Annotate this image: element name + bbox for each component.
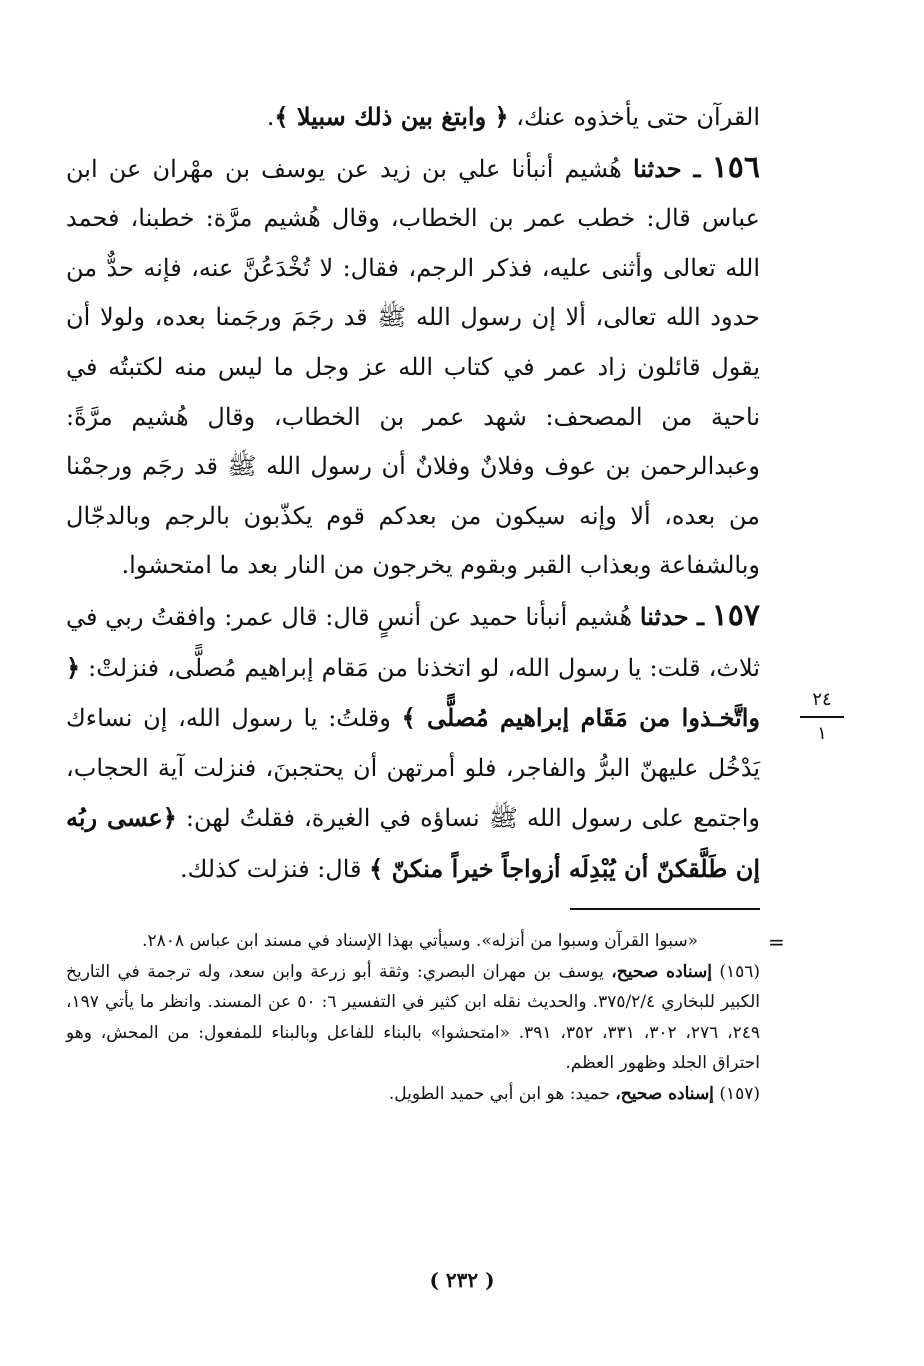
hadith-number: ١٥٦ <box>711 149 760 185</box>
hadith-157 <box>66 591 760 895</box>
hadith-text: وقلتُ: يا رسول الله، إن نساءك يَدْخُل عليهنّ البرُّ والفاجر، فلو أمرتهن أن يحتجبنَ، فنزلت آية الحجاب، واجتمع على رسول الله ﷺ نساؤه في الغيرة، فقلتُ لهن: <box>66 704 760 833</box>
footnote-divider <box>570 908 760 910</box>
hadith-text: هُشيم أنبأنا حميد عن أنسٍ قال: قال عمر: وافقتُ ربي في ثلاث، قلت: يا رسول الله، لو اتخذنا من مَقام إبراهيم مُصلًّى، فنزلتْ: <box>66 602 760 682</box>
hadith-opening: ـ حدثنا <box>632 153 701 183</box>
page-number: ( ٢٣٢ ) <box>429 1268 495 1292</box>
footnote-156 <box>66 957 760 1079</box>
continuation-paragraph <box>66 92 760 143</box>
text-run: القرآن حتى يأخذوه عنك، <box>508 103 760 131</box>
quran-quote: ﴿عسى ربُه إن طَلَّقكنّ أن يُبْدِلَه أزواجاً خيراً منكنّ ﴾ <box>66 803 760 883</box>
hadith-text: قال: فنزلت كذلك. <box>179 854 370 883</box>
footnote-grading: إسناده صحيح، <box>611 961 712 982</box>
margin-volume: ٢٤ <box>812 689 832 710</box>
footnote-continuation: «سبوا القرآن وسبوا من أنزله». وسيأتي بهذا الإسناد في مسند ابن عباس ٢٨٠٨. <box>142 931 698 951</box>
hadith-number: ١٥٧ <box>711 597 760 633</box>
margin-reference <box>800 688 844 746</box>
footnote-157 <box>66 1079 760 1110</box>
text-run: . <box>266 103 275 131</box>
quran-quote: ﴿ واتَّخـذوا من مَقَام إبراهيم مُصلًّى ﴾ <box>66 652 760 733</box>
hadith-156 <box>66 143 760 591</box>
footnote-text: حميد: هو ابن أبي حميد الطويل. <box>388 1083 616 1104</box>
footnote-number: (١٥٧) <box>719 1083 760 1104</box>
hadith-opening: ـ حدثنا <box>639 601 704 631</box>
quran-quote: ﴿ وابتغ بين ذلك سبيلا ﴾ <box>274 102 509 131</box>
main-text <box>66 92 760 895</box>
footnote-grading: إسناده صحيح، <box>615 1083 714 1104</box>
footnote-number: (١٥٦) <box>719 961 761 982</box>
margin-divider <box>800 716 844 718</box>
hadith-text: هُشيم أنبأنا علي بن زيد عن يوسف بن مهْران عن ابن عباس قال: خطب عمر بن الخطاب، وقال هُشيم مرَّة: خطبنا، فحمد الله تعالى وأثنى عليه، فذكر الرجم، فقال: لا تُخْدَعُنَّ عنه، فإنه حدٌّ من حدود الله تعالى، ألا إن رسول الله ﷺ قد رجَمَ ورجَمنا بعده، ولولا أن يقول قائلون زاد عمر في كتاب الله عز وجل ما ليس منه لكتبتُه في ناحية من المصحف: شهد عمر بن الخطاب، وقال هُشيم مرَّةً: وعبدالرحمن بن عوف وفلانٌ وفلانٌ أن رسول الله ﷺ قد رجَم ورجمْنا من بعده، ألا وإنه سيكون من بعدكم قوم يكذّبون بالرجم وبالدجّال وبالشفاعة وبعذاب القبر وبقوم يخرجون من النار بعد ما امتحشوا. <box>66 154 760 580</box>
continuation-mark: = <box>768 930 785 954</box>
footnotes <box>66 926 760 1109</box>
margin-page: ١ <box>817 723 827 744</box>
footnote-text: يوسف بن مهران البصري: وثقة أبو زرعة وابن سعد، وله ترجمة في التاريخ الكبير للبخاري ٣٧٥/٢/٤. والحديث نقله ابن كثير في التفسير ٦: ٥٠ عن المسند. وانظر ما يأتي ١٩٧، ٢٤٩، ٢٧٦، ٣٠٢، ٣٣١، ٣٥٢، ٣٩١. «امتحشوا» بالبناء للفاعل وبالبناء للمفعول: من المحش، وهو احتراق الجلد وظهور العظم. <box>66 961 761 1073</box>
